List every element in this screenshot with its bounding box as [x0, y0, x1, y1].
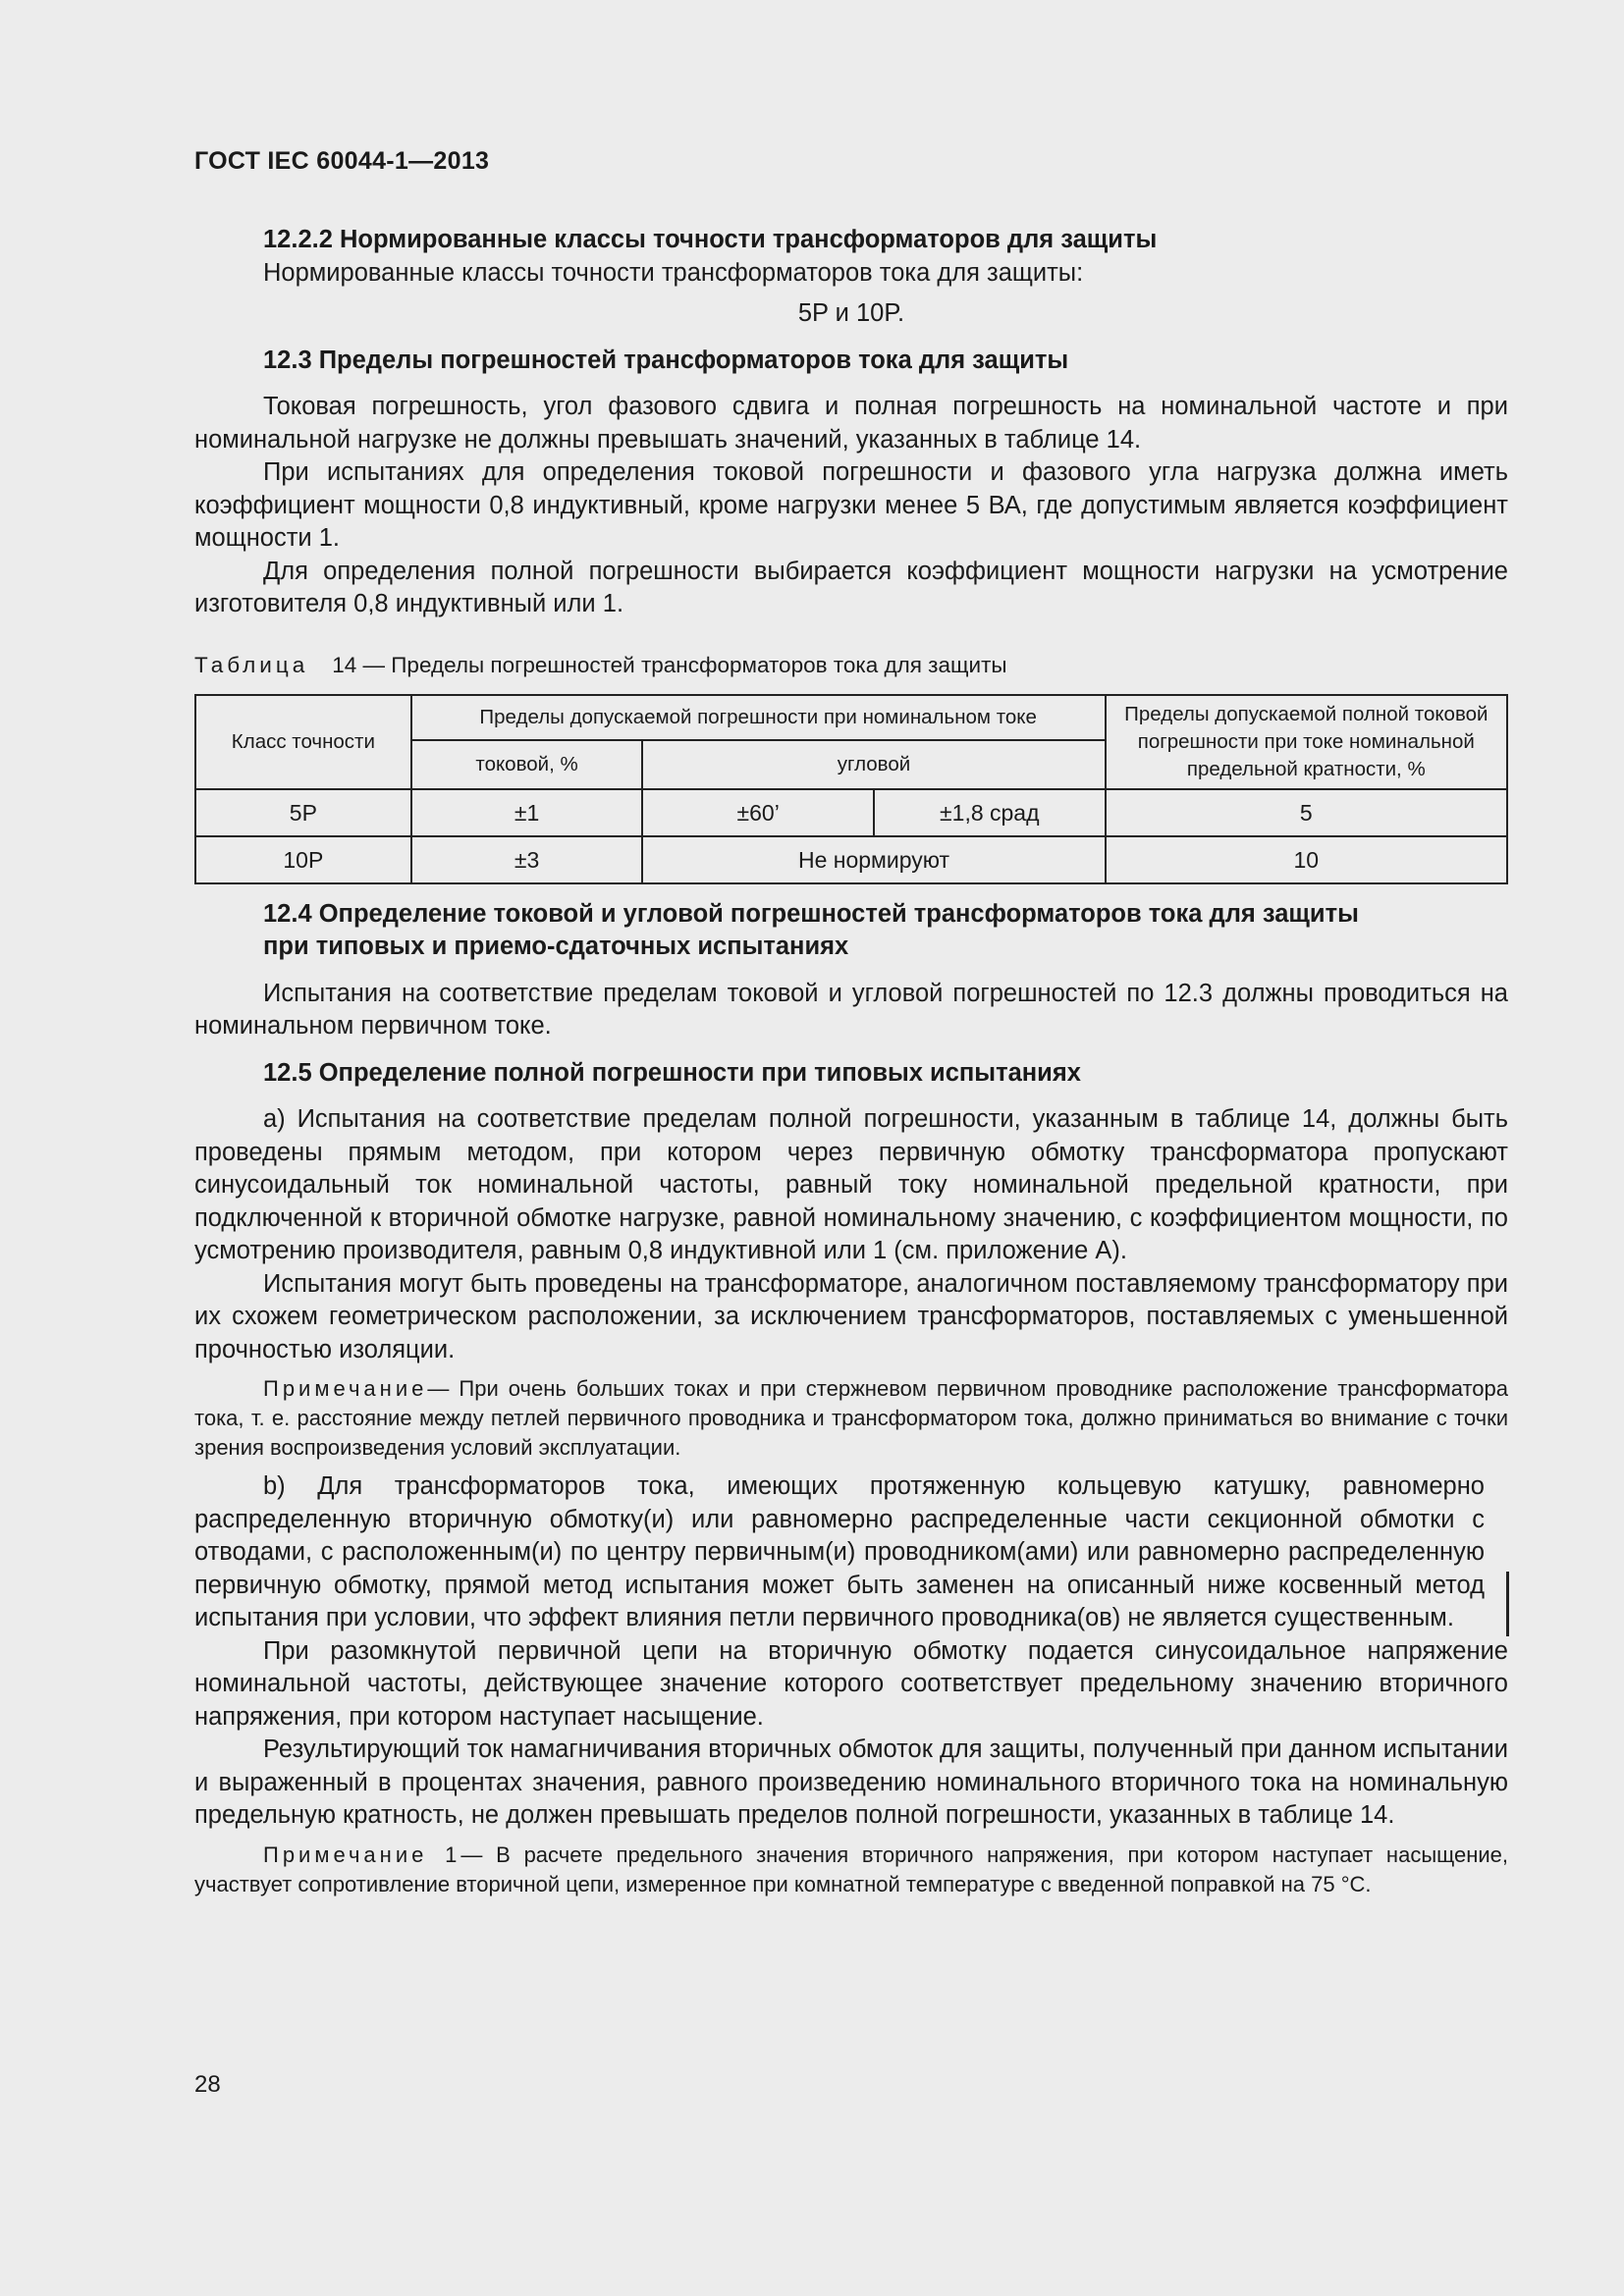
paragraph: Испытания могут быть проведены на трансформаторе, аналогичном поставляемому трансформатору при их схожем геометрическом расположении, за исключением трансформаторов, поставляемых с уменьшенной прочностью изоляции.	[194, 1269, 1508, 1363]
cell-angle-crad: ±1,8 срад	[874, 789, 1106, 836]
paragraph: Результирующий ток намагничивания вторичных обмоток для защиты, полученный при данном испытании и выраженный в процентах значения, равного произведению номинального вторичного тока на номинальную предельную кратность, не должен превышать пределов полной погрешности, указанных в таблице 14.	[194, 1735, 1508, 1829]
table-caption-label: Таблица	[194, 652, 309, 677]
cell-class: 10P	[195, 836, 411, 883]
header-limits: Пределы допускаемой погрешности при номинальном токе	[411, 695, 1106, 740]
table-caption-text: 14 — Пределы погрешностей трансформаторов тока для защиты	[332, 652, 1007, 677]
paragraph-a: a) Испытания на соответствие пределам полной погрешности, указанным в таблице 14, должны быть проведены прямым методом, при котором через первичную обмотку трансформатора пропускают синусоидальный ток номинальной частоты, равный току номинальной предельной кратности, при подключенной к вторичной обмотке нагрузке, равной номинальному значению, с коэффициентом мощности, по усмотрению производителя, равным 0,8 индуктивной или 1 (см. приложение А).	[194, 1105, 1508, 1264]
header-total-error: Пределы допускаемой полной токовой погрешности при токе номинальной предельной кратности, %	[1106, 695, 1507, 789]
paragraph: Нормированные классы точности трансформаторов тока для защиты:	[263, 258, 1084, 287]
cell-angle-min: ±60’	[642, 789, 874, 836]
document-header: ГОСТ IEC 60044-1—2013	[194, 147, 490, 175]
paragraph: При разомкнутой первичной цепи на вторичную обмотку подается синусоидальное напряжение номинальной частоты, действующее значение которого соответствует предельному значению вторичного напряжения, при котором наступает насыщение.	[194, 1636, 1508, 1731]
accuracy-classes: 5P и 10P.	[797, 299, 905, 327]
paragraph: Для определения полной погрешности выбирается коэффициент мощности нагрузки на усмотрение изготовителя 0,8 индуктивный или 1.	[194, 557, 1508, 617]
note-1	[194, 1841, 1508, 1899]
heading-line: при типовых и приемо-сдаточных испытаниях	[263, 933, 849, 960]
table-row	[195, 836, 1507, 883]
note	[194, 1374, 1508, 1463]
section-12-5-heading: 12.5 Определение полной погрешности при типовых испытаниях	[263, 1058, 1081, 1087]
paragraph: Токовая погрешность, угол фазового сдвига и полная погрешность на номинальной частоте и при номинальной нагрузке не должны превышать значений, указанных в таблице 14.	[194, 393, 1508, 454]
section-12-3-heading: 12.3 Пределы погрешностей трансформаторов тока для защиты	[263, 346, 1069, 374]
cell-angle: Не нормируют	[642, 836, 1105, 883]
table-row	[195, 789, 1507, 836]
note-text: — В расчете предельного значения вторичного напряжения, при котором наступает насыщение, участвует сопротивление вторичной цепи, измеренное при комнатной температуре с введенной поправкой на 75 °С.	[194, 1842, 1509, 1896]
document-body	[194, 224, 1508, 1899]
note-text: — При очень больших токах и при стержневом первичном проводнике расположение трансформатора тока, т. е. расстояние между петлей первичного проводника и трансформатором тока, должно приниматься во внимание с точки зрения воспроизведения условий эксплуатации.	[194, 1376, 1508, 1460]
header-angle-error: угловой	[642, 740, 1105, 789]
header-current-error: токовой, %	[411, 740, 643, 789]
cell-current: ±1	[411, 789, 643, 836]
heading-line: 12.4 Определение токовой и угловой погрешностей трансформаторов тока для защиты	[263, 899, 1359, 928]
cell-class: 5P	[195, 789, 411, 836]
table-caption	[194, 651, 1508, 680]
note-label: Примечание	[263, 1376, 428, 1401]
cell-total: 5	[1106, 789, 1507, 836]
section-12-2-2-heading: 12.2.2 Нормированные классы точности трансформаторов для защиты	[263, 226, 1158, 253]
header-class: Класс точности	[195, 695, 411, 789]
cell-total: 10	[1106, 836, 1507, 883]
cell-current: ±3	[411, 836, 643, 883]
table-14	[194, 694, 1508, 884]
table-header-row	[195, 695, 1507, 740]
paragraph: Испытания на соответствие пределам токовой и угловой погрешностей по 12.3 должны проводиться на номинальном первичном токе.	[194, 979, 1508, 1040]
section-12-4-heading	[194, 898, 1508, 964]
change-marker-bar	[1506, 1572, 1509, 1636]
paragraph: При испытаниях для определения токовой погрешности и фазового угла нагрузка должна иметь коэффициент мощности 0,8 индуктивный, кроме нагрузки менее 5 ВА, где допустимым является коэффициент мощности 1.	[194, 458, 1508, 552]
page-number: 28	[194, 2071, 221, 2098]
paragraph-b: b) Для трансформаторов тока, имеющих протяженную кольцевую катушку, равномерно распределенную вторичную обмотку(и) или равномерно распределенные части секционной обмотки с отводами, с расположенным(и) по центру первичным(и) проводником(ами) или равномерно распределенную первичную обмотку, прямой метод испытания может быть заменен на описанный ниже косвенный метод испытания при условии, что эффект влияния петли первичного проводника(ов) не является существенным.	[194, 1472, 1485, 1631]
note-label: Примечание 1	[263, 1842, 461, 1867]
